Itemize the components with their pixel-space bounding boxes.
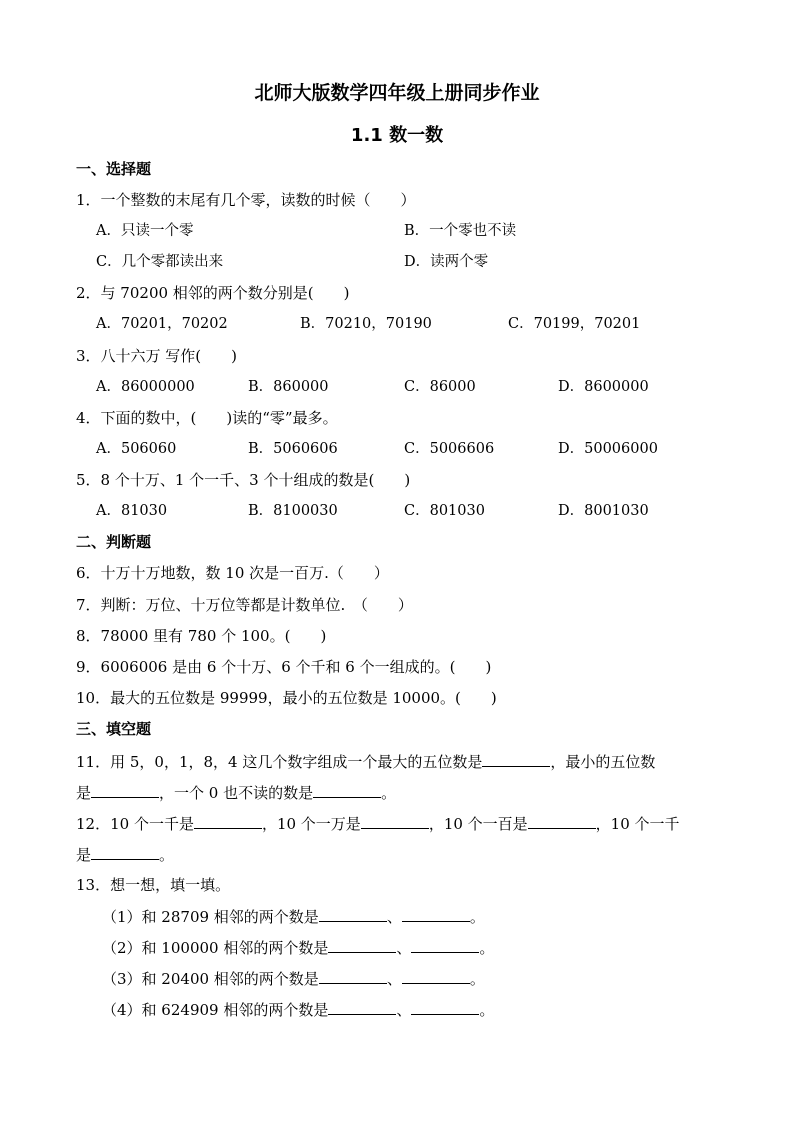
question-12-line-2 bbox=[76, 844, 174, 865]
period: 。 bbox=[469, 908, 485, 926]
question-1-option-d: D．读两个零 bbox=[404, 254, 489, 270]
question-12-text-6: 。 bbox=[159, 846, 175, 864]
question-12-text-3: ，10 个一百是 bbox=[428, 815, 528, 833]
question-13-sub-3 bbox=[102, 968, 485, 989]
question-11-line-2 bbox=[76, 782, 396, 803]
question-3-option-c: C．86000 bbox=[404, 379, 476, 395]
question-13-sub-1-text: （1）和 28709 相邻的两个数是 bbox=[102, 908, 319, 926]
question-11-line-1 bbox=[76, 751, 655, 772]
period: 。 bbox=[479, 1001, 495, 1019]
question-3-option-a: A．86000000 bbox=[96, 379, 195, 395]
question-4-stem: 4．下面的数中，( )读的“零”最多。 bbox=[76, 409, 338, 427]
question-11-text-5: 。 bbox=[381, 784, 397, 802]
question-12-line-1 bbox=[76, 813, 680, 834]
question-6: 6．十万十万地数，数 10 次是一百万.（ ） bbox=[76, 564, 389, 582]
separator: 、 bbox=[396, 939, 412, 957]
question-2-stem: 2．与 70200 相邻的两个数分别是( ) bbox=[76, 284, 350, 302]
period: 。 bbox=[479, 939, 495, 957]
answer-blank[interactable] bbox=[528, 813, 596, 829]
question-4-option-d: D．50006000 bbox=[558, 441, 658, 457]
question-13-sub-4 bbox=[102, 999, 494, 1020]
question-13-sub-4-text: （4）和 624909 相邻的两个数是 bbox=[102, 1001, 329, 1019]
question-12-text-1: 12．10 个一千是 bbox=[76, 815, 194, 833]
question-1-stem: 1．一个整数的末尾有几个零，读数的时候（ ） bbox=[76, 191, 416, 209]
separator: 、 bbox=[386, 970, 402, 988]
question-11-text-2: ，最小的五位数 bbox=[550, 753, 656, 771]
page-title: 北师大版数学四年级上册同步作业 bbox=[254, 82, 540, 104]
section-heading-judge: 二、判断题 bbox=[76, 533, 152, 551]
answer-blank[interactable] bbox=[328, 937, 396, 953]
period: 。 bbox=[469, 970, 485, 988]
question-3-option-b: B．860000 bbox=[248, 379, 329, 395]
question-5-stem: 5．8 个十万、1 个一千、3 个十组成的数是( ) bbox=[76, 471, 411, 489]
question-13-stem: 13．想一想，填一填。 bbox=[76, 876, 231, 894]
question-3-option-d: D．8600000 bbox=[558, 379, 649, 395]
question-5-option-a: A．81030 bbox=[96, 503, 168, 519]
question-12-text-2: ，10 个一万是 bbox=[261, 815, 361, 833]
question-2-option-b: B．70210，70190 bbox=[300, 316, 432, 332]
question-2-option-c: C．70199，70201 bbox=[508, 316, 641, 332]
question-5-option-d: D．8001030 bbox=[558, 503, 649, 519]
answer-blank[interactable] bbox=[91, 782, 159, 798]
question-5-option-b: B．8100030 bbox=[248, 503, 338, 519]
question-3-stem: 3．八十六万 写作( ) bbox=[76, 347, 238, 365]
question-4-option-b: B．5060606 bbox=[248, 441, 338, 457]
question-13-sub-3-text: （3）和 20400 相邻的两个数是 bbox=[102, 970, 319, 988]
answer-blank[interactable] bbox=[319, 906, 387, 922]
question-1-option-a: A．只读一个零 bbox=[96, 223, 194, 239]
section-heading-choice: 一、选择题 bbox=[76, 160, 152, 178]
question-5-option-c: C．801030 bbox=[404, 503, 485, 519]
question-2-option-a: A．70201，70202 bbox=[96, 316, 228, 332]
question-1-option-c: C．几个零都读出来 bbox=[96, 254, 224, 270]
answer-blank[interactable] bbox=[328, 999, 396, 1015]
question-4-option-c: C．5006606 bbox=[404, 441, 495, 457]
answer-blank[interactable] bbox=[313, 782, 381, 798]
page-subtitle: 1.1 数一数 bbox=[350, 125, 444, 146]
question-8: 8．78000 里有 780 个 100。( ) bbox=[76, 627, 327, 645]
question-11-text-3: 是 bbox=[76, 784, 92, 802]
question-1-option-b: B．一个零也不读 bbox=[404, 223, 517, 239]
separator: 、 bbox=[396, 1001, 412, 1019]
question-13-sub-2-text: （2）和 100000 相邻的两个数是 bbox=[102, 939, 329, 957]
answer-blank[interactable] bbox=[482, 751, 550, 767]
question-11-text-1: 11．用 5，0，1，8，4 这几个数字组成一个最大的五位数是 bbox=[76, 753, 483, 771]
answer-blank[interactable] bbox=[402, 968, 470, 984]
question-11-text-4: ，一个 0 也不读的数是 bbox=[159, 784, 314, 802]
question-13-sub-2 bbox=[102, 937, 494, 958]
answer-blank[interactable] bbox=[402, 906, 470, 922]
section-heading-fill: 三、填空题 bbox=[76, 720, 152, 738]
separator: 、 bbox=[386, 908, 402, 926]
answer-blank[interactable] bbox=[411, 937, 479, 953]
question-9: 9．6006006 是由 6 个十万、6 个千和 6 个一组成的。( ) bbox=[76, 658, 492, 676]
answer-blank[interactable] bbox=[361, 813, 429, 829]
answer-blank[interactable] bbox=[411, 999, 479, 1015]
question-10: 10．最大的五位数是 99999，最小的五位数是 10000。( ) bbox=[76, 689, 497, 707]
question-7: 7．判断：万位、十万位等都是计数单位. （ ） bbox=[76, 596, 413, 614]
question-4-option-a: A．506060 bbox=[96, 441, 177, 457]
question-12-text-5: 是 bbox=[76, 846, 92, 864]
question-13-sub-1 bbox=[102, 906, 485, 927]
answer-blank[interactable] bbox=[194, 813, 262, 829]
answer-blank[interactable] bbox=[91, 844, 159, 860]
answer-blank[interactable] bbox=[319, 968, 387, 984]
question-12-text-4: ，10 个一千 bbox=[595, 815, 680, 833]
